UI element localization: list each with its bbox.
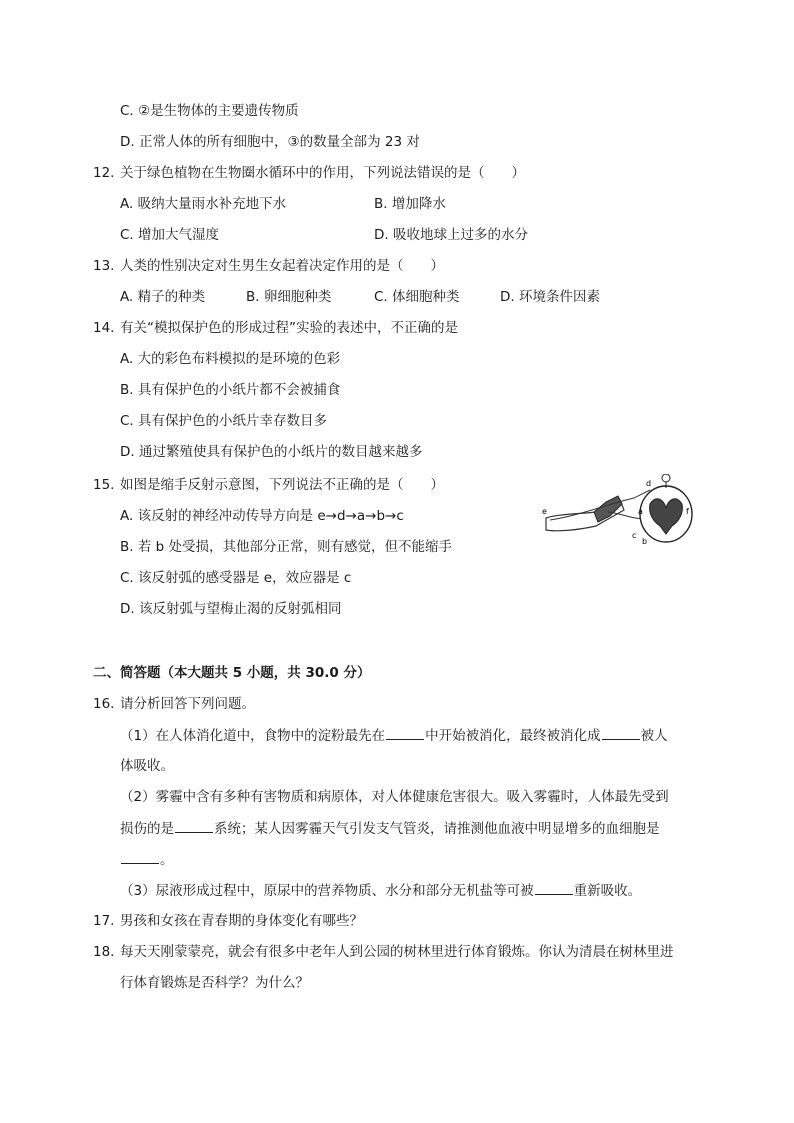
q12-option-c: C. 增加大气湿度 [120, 227, 220, 243]
q15-number: 15. [93, 477, 115, 493]
label-d: d [646, 479, 652, 488]
label-b: b [642, 537, 648, 546]
q16-stem: 请分析回答下列问题。 [120, 696, 255, 712]
q16-part3-line1 [120, 880, 641, 901]
q16-part3-text-a: （3）尿液形成过程中，原尿中的营养物质、水分和部分无机盐等可被 [120, 883, 534, 899]
q16-part1-text-c: 被人 [640, 728, 668, 744]
q17-number: 17. [93, 913, 115, 929]
q15-option-d: D. 该反射弧与望梅止渴的反射弧相同 [120, 601, 342, 617]
ganglion [662, 474, 670, 482]
q14-option-d: D. 通过繁殖使具有保护色的小纸片的数目越来越多 [120, 444, 423, 460]
q14-option-a: A. 大的彩色布料模拟的是环境的色彩 [120, 351, 341, 367]
q18-stem-line1: 每天天刚蒙蒙亮，就会有很多中老年人到公园的树林里进行体育锻炼。你认为清晨在树林里进 [120, 944, 674, 960]
q16-part2-text-c: 系统；某人因雾霾天气引发支气管炎，请推测他血液中明显增多的血细胞是 [214, 821, 660, 837]
q16-part1-line1 [120, 725, 668, 746]
q16-blank-4[interactable] [121, 849, 159, 864]
q14-option-b: B. 具有保护色的小纸片都不会被捕食 [120, 382, 341, 398]
q16-part1-line2: 体吸收。 [120, 758, 174, 774]
q13-option-d: D. 环境条件因素 [500, 289, 600, 305]
q16-part2-line1: （2）雾霾中含有多种有害物质和病原体，对人体健康危害很大。吸入雾霾时，人体最先受到 [120, 789, 669, 805]
q16-part3-text-b: 重新吸收。 [573, 883, 642, 899]
q16-part2-text-b: 损伤的是 [120, 821, 174, 837]
q17-stem: 男孩和女孩在青春期的身体变化有哪些？ [120, 913, 363, 929]
label-f: f [686, 507, 689, 516]
q16-part1-text-a: （1）在人体消化道中，食物中的淀粉最先在 [120, 728, 386, 744]
q16-part2-line3 [120, 849, 174, 870]
q16-part2-text-d: 。 [160, 852, 174, 868]
label-e: e [542, 507, 547, 516]
q13-number: 13. [93, 258, 115, 274]
q13-option-c: C. 体细胞种类 [374, 289, 460, 305]
q16-number: 16. [93, 696, 115, 712]
q12-number: 12. [93, 165, 115, 181]
q15-option-a: A. 该反射的神经冲动传导方向是 e→d→a→b→c [120, 508, 404, 524]
q11-option-c: C. ②是生物体的主要遗传物质 [120, 103, 299, 119]
q14-stem: 有关“模拟保护色的形成过程”实验的表述中，不正确的是 [120, 320, 458, 336]
reflex-arc-diagram [538, 474, 698, 554]
q15-option-c: C. 该反射弧的感受器是 e，效应器是 c [120, 570, 352, 586]
q16-blank-5[interactable] [535, 880, 573, 895]
q16-blank-2[interactable] [602, 725, 640, 740]
q12-stem: 关于绿色植物在生物圈水循环中的作用，下列说法错误的是（ ） [120, 165, 525, 181]
q15-stem: 如图是缩手反射示意图，下列说法不正确的是（ ） [120, 477, 444, 493]
q13-option-b: B. 卵细胞种类 [246, 289, 332, 305]
q18-number: 18. [93, 944, 115, 960]
q11-option-d: D. 正常人体的所有细胞中，③的数量全部为 23 对 [120, 134, 420, 150]
q16-blank-1[interactable] [386, 725, 424, 740]
q12-option-a: A. 吸纳大量雨水补充地下水 [120, 196, 287, 212]
q18-stem-line2: 行体育锻炼是否科学？为什么？ [120, 975, 309, 991]
q15-option-b: B. 若 b 处受损，其他部分正常，则有感觉，但不能缩手 [120, 539, 452, 555]
q12-option-d: D. 吸收地球上过多的水分 [374, 227, 528, 243]
q16-part1-text-b: 中开始被消化，最终被消化成 [425, 728, 601, 744]
q14-number: 14. [93, 320, 115, 336]
q16-blank-3[interactable] [175, 818, 213, 833]
section-2-title: 二、简答题（本大题共 5 小题，共 30.0 分） [93, 665, 371, 681]
label-c: c [632, 531, 637, 540]
q13-option-a: A. 精子的种类 [120, 289, 206, 305]
q14-option-c: C. 具有保护色的小纸片幸存数目多 [120, 413, 328, 429]
q16-part2-line2 [120, 818, 660, 839]
q12-option-b: B. 增加降水 [374, 196, 446, 212]
label-a: a [638, 507, 643, 516]
q13-stem: 人类的性别决定对生男生女起着决定作用的是（ ） [120, 258, 444, 274]
